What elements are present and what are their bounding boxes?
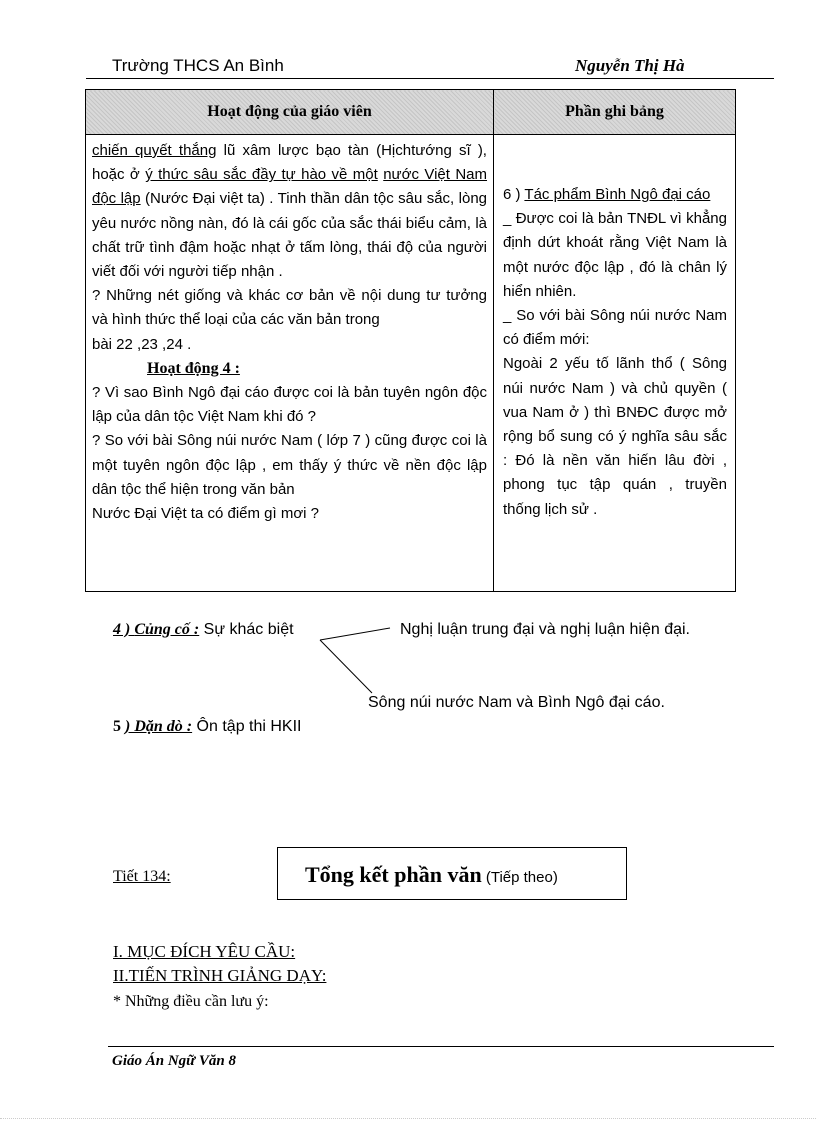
lesson-period: Tiết 134: (113, 868, 171, 885)
col-header-teacher: Hoạt động của giáo viên (86, 90, 494, 135)
left-text-3: (Nước Đại việt ta) . Tinh thần dân tộc sâu sắc, lòng yêu nước nồng nàn, đó là cái gốc của sắc thái biểu cảm, là chất trữ tình đậm hoặc nhạt ở tấm lòng, thái độ của người viết đối với người tiếp nhận . (92, 190, 487, 281)
section-process: II.TIẾN TRÌNH GIẢNG DẠY: (113, 966, 327, 985)
left-question-3: ? So với bài Sông núi nước Nam ( lớp 7 ) cũng được coi là một tuyên ngôn độc lập , em thấy ý thức về nền độc lập dân tộc thể hiện trong văn bản (92, 432, 487, 498)
branch-a-text: Nghị luận trung đại và nghị luận hiện đại. (400, 621, 690, 638)
right-note-1: _ Được coi là bản TNĐL vì khẳng định dứt khoát rằng Việt Nam là một nước độc lập , đó là chân lý hiển nhiên. (503, 210, 727, 300)
right-note-2: _ So với bài Sông núi nước Nam có điểm mới: (503, 307, 727, 349)
left-underlined-3: nước Việt Nam độc lập (92, 166, 488, 208)
lesson-subtitle: (Tiếp theo) (481, 869, 558, 886)
left-text-1: lũ xâm lược bạo tàn (Hịchtướng sĩ ), hoặc ở (92, 142, 487, 184)
homework (113, 718, 302, 736)
activity-4-heading: Hoạt động 4 : (147, 359, 240, 377)
left-underlined-1: chiến quyết thắng (92, 142, 217, 159)
footer-divider (108, 1046, 774, 1047)
consolidation-text: Sự khác biệt (199, 621, 294, 638)
right-number: 6 ) (503, 186, 525, 203)
header-school: Trường THCS An Bình (112, 56, 284, 75)
left-question-1: ? Những nét giống và khác cơ bản về nội dung tư tưởng và hình thức thể loại của các văn bản trong (92, 287, 487, 329)
col-header-board: Phần ghi bảng (494, 90, 736, 135)
right-note-3: Ngoài 2 yếu tố lãnh thổ ( Sông núi nước Nam ) và chủ quyền ( vua Nam ở ) thì BNĐC được mở rộng bổ sung có ý nghĩa sâu sắc : Đó là nền văn hiến lâu đời , phong tục tập quán , truyền thống lịch sử . (503, 355, 727, 518)
branch-b-text: Sông núi nước Nam và Bình Ngô đại cáo. (368, 694, 665, 711)
section-note: * Những điều cần lưu ý: (113, 993, 269, 1010)
header-author: Nguyễn Thị Hà (575, 56, 685, 75)
section-objectives: I. MỤC ĐÍCH YÊU CẦU: (113, 942, 296, 961)
left-underlined-2: ý thức sâu sắc đầy tự hào về một (145, 166, 378, 184)
consolidation-label: Củng cố : (134, 621, 200, 638)
homework-text: Ôn tập thi HKII (192, 718, 302, 735)
homework-number: 5 (113, 718, 125, 735)
connector-line-b (320, 640, 372, 693)
left-lessons: bài 22 ,23 ,24 . (92, 335, 192, 353)
page-bottom-edge (0, 1118, 816, 1119)
left-question-4: Nước Đại Việt ta có điểm gì mơi ? (92, 505, 320, 523)
connector-line-a (320, 628, 390, 640)
footer-text: Giáo Án Ngữ Văn 8 (112, 1053, 237, 1069)
lesson-title: Tổng kết phần văn (305, 862, 482, 887)
left-question-2: ? Vì sao Bình Ngô đại cáo được coi là bản tuyên ngôn độc lập của dân tộc Việt Nam khi đó ? (92, 384, 487, 426)
consolidation-number: 4 ) (113, 621, 135, 638)
right-work-title: Tác phẩm Bình Ngô đại cáo (524, 186, 711, 203)
homework-label: ) Dặn dò : (125, 718, 193, 735)
lesson-title-box (277, 847, 627, 900)
